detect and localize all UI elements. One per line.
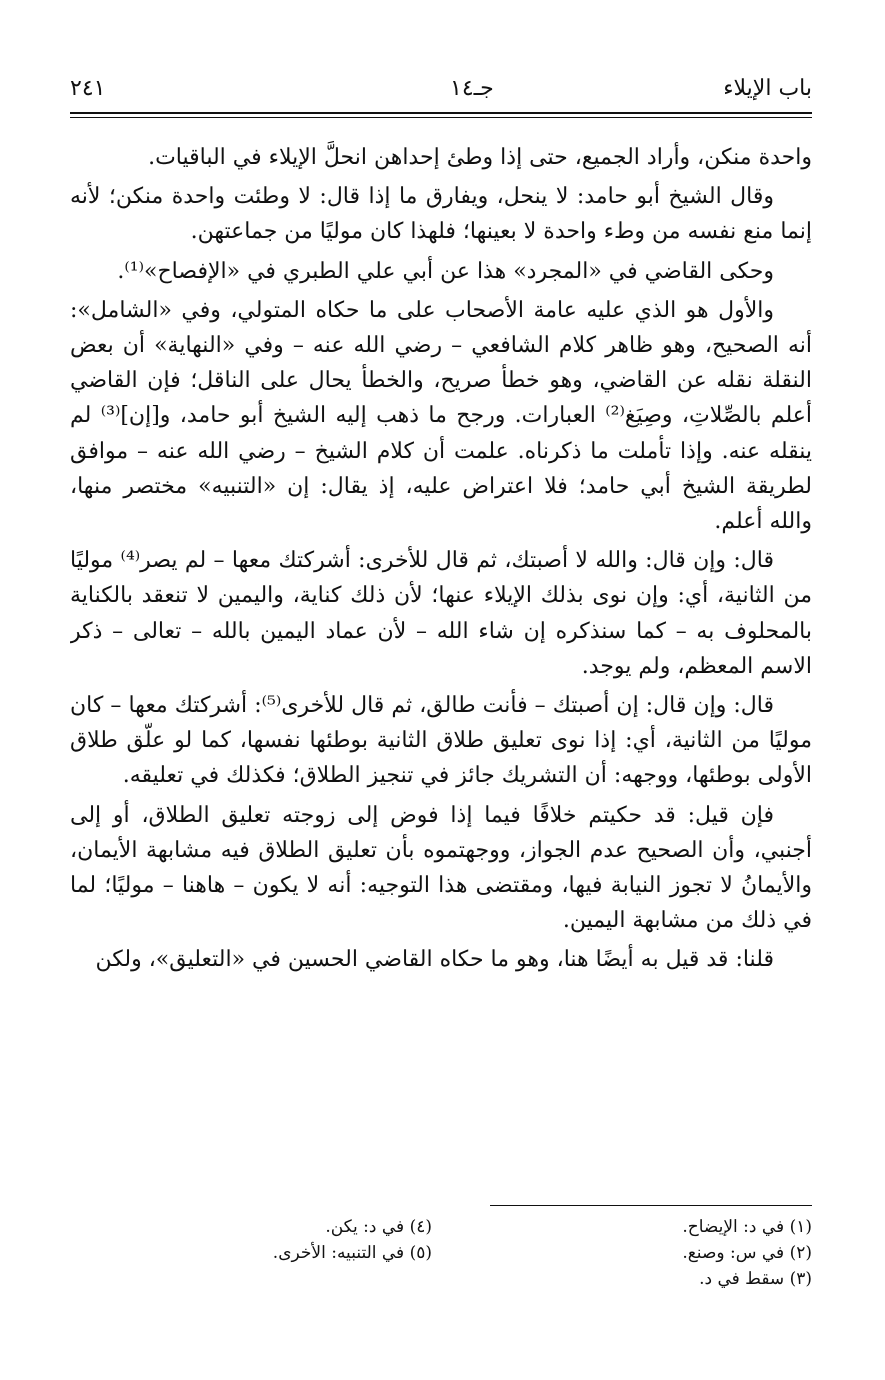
main-text [70, 140, 812, 1185]
footnote: (٤) في د: يكن. [325, 1217, 432, 1237]
footnote: (٥) في التنبيه: الأخرى. [272, 1243, 432, 1263]
paragraph: وقال الشيخ أبو حامد: لا ينحل، ويفارق ما إذا قال: لا وطئت واحدة منكن؛ لأنه إنما منع نفسه من وطء واحدة لا بعينها؛ فلهذا كان موليًا من جماعتهن. [70, 184, 812, 245]
paragraph: وحكى القاضي في «المجرد» هذا عن أبي علي الطبري في «الإفصاح»⁽¹⁾. [117, 258, 774, 284]
running-header [70, 72, 812, 112]
header-rule-thin [70, 117, 812, 118]
footnote-column-right [452, 1214, 812, 1292]
footnote-column-left [72, 1214, 432, 1266]
chapter-title: باب الإيلاء [723, 76, 812, 101]
paragraph: فإن قيل: قد حكيتم خلافًا فيما إذا فوض إلى زوجته تعليق الطلاق، أو إلى أجنبي، وأن الصحيح عدم الجواز، ووجهتموه بأن تعليق الطلاق فيه مشابهة الأيمان، والأيمانُ لا تجوز النيابة فيها، ومقتضى هذا التوجيه: أنه لا يكون – هاهنا – موليًا؛ لما في ذلك من مشابهة اليمين. [70, 802, 812, 934]
footnote: (٣) سقط في د. [699, 1269, 812, 1289]
footnote-separator [490, 1205, 812, 1206]
paragraph: قال: وإن قال: إن أصبتك – فأنت طالق، ثم قال للأخرى⁽⁵⁾: أشركتك معها – كان موليًا من الثانية، أي: إذا نوى تعليق طلاق الثانية بوطئها نفسها، كما لو علّق طلاق الأولى بوطئها، ووجهه: أن التشريك جائز في تنجيز الطلاق؛ فكذلك في تعليقه. [70, 693, 812, 789]
volume-label: جـ١٤ [450, 76, 494, 101]
paragraph: قلنا: قد قيل به أيضًا هنا، وهو ما حكاه القاضي الحسين في «التعليق»، ولكن [95, 947, 774, 973]
paragraph: والأول هو الذي عليه عامة الأصحاب على ما حكاه المتولي، وفي «الشامل»: أنه الصحيح، وهو ظاهر كلام الشافعي – رضي الله عنه – وفي «النهاية» أن بعض النقلة نقله عن القاضي، وهو خطأ صريح، والخطأ يحال على الناقل؛ فإن القاضي أعلم بالصِّلاتِ، وصِيَغ⁽²⁾ العبارات. ورجح ما ذهب إليه الشيخ أبو حامد، و[إن]⁽³⁾ لم ينقله عنه. وإذا تأملت ما ذكرناه. علمت أن كلام الشيخ – رضي الله عنه – موافق لطريقة الشيخ أبي حامد؛ فلا اعتراض عليه، إذ يقال: إن «التنبيه» مختصر منها، والله أعلم. [70, 297, 812, 535]
paragraph: قال: وإن قال: والله لا أصبتك، ثم قال للأخرى: أشركتك معها – لم يصر⁽⁴⁾ موليًا من الثانية، أي: وإن نوى بذلك الإيلاء عنها؛ لأن ذلك كناية، واليمين لا تنعقد بالكناية بالمحلوف به – كما سنذكره إن شاء الله – لأن عماد اليمين بالله – تعالى – ذكر الاسم المعظم، ولم يوجد. [70, 548, 812, 679]
header-rule-thick [70, 112, 812, 114]
paragraph: واحدة منكن، وأراد الجميع، حتى إذا وطئ إحداهن انحلَّ الإيلاء في الباقيات. [148, 145, 812, 170]
page-number: ٢٤١ [70, 76, 106, 101]
footnote: (١) في د: الإيضاح. [682, 1217, 812, 1237]
footnote: (٢) في س: وصنع. [682, 1243, 812, 1263]
footnotes [70, 1210, 812, 1310]
